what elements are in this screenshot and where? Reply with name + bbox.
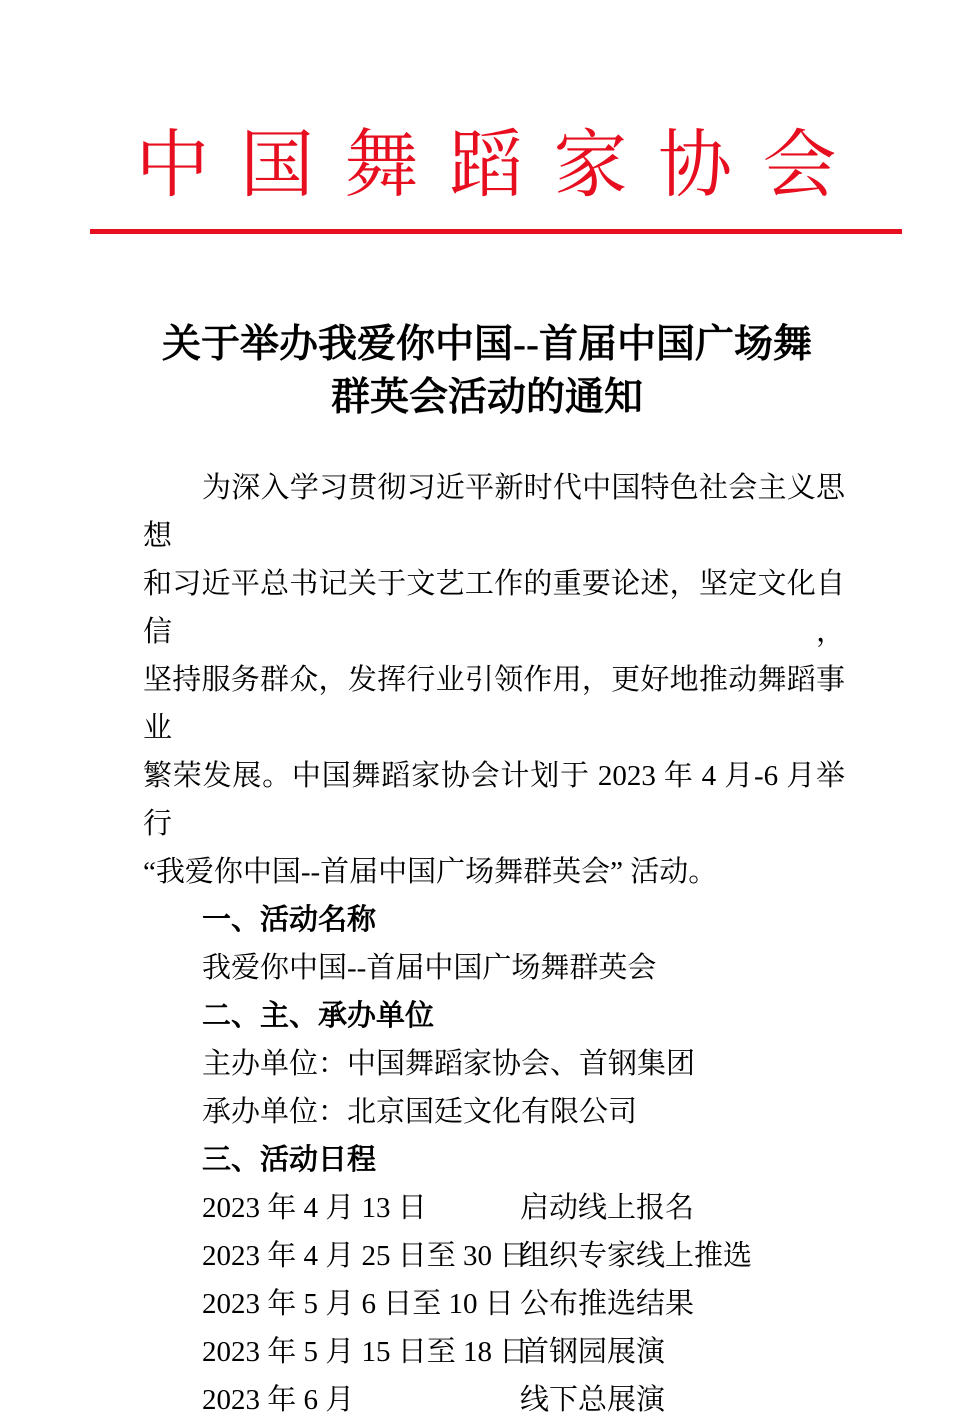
section-schedule — [202, 1136, 845, 1424]
document-title-line-1: 关于举办我爱你中国--首届中国广场舞 — [162, 323, 812, 366]
paragraph-line: 为深入学习贯彻习近平新时代中国特色社会主义思想 — [143, 472, 845, 552]
schedule-event: 公布推选结果 — [520, 1288, 695, 1320]
paragraph-line: 繁荣发展。中国舞蹈家协会计划于 2023 年 4 月-6 月举行 — [143, 760, 845, 840]
schedule-row — [202, 1232, 845, 1280]
document-title-line-2: 群英会活动的通知 — [330, 376, 643, 419]
schedule-date: 2023 年 4 月 25 日至 30 日 — [202, 1240, 529, 1272]
section-heading: 三、活动日程 — [202, 1144, 377, 1176]
schedule-row — [202, 1376, 845, 1424]
section-heading: 一、活动名称 — [202, 904, 377, 936]
schedule-row — [202, 1328, 845, 1376]
schedule-date: 2023 年 5 月 6 日至 10 日 — [202, 1288, 514, 1320]
document-title — [0, 318, 974, 424]
org-name-header: 中 国 舞 蹈 家 协 会 — [135, 125, 839, 207]
paragraph-line: 坚持服务群众，发挥行业引领作用，更好地推动舞蹈事业 — [143, 664, 845, 744]
section-text-line: 主办单位：中国舞蹈家协会、首钢集团 — [202, 1048, 696, 1080]
schedule-event: 启动线上报名 — [520, 1192, 695, 1224]
section-organizers — [202, 992, 845, 1136]
schedule-event: 组织专家线上推选 — [520, 1240, 753, 1272]
section-text-line: 承办单位：北京国廷文化有限公司 — [202, 1096, 638, 1128]
schedule-date: 2023 年 4 月 13 日 — [202, 1192, 427, 1224]
intro-paragraph — [143, 464, 845, 896]
schedule-date: 2023 年 5 月 15 日至 18 日 — [202, 1336, 529, 1368]
section-activity-name — [202, 896, 845, 992]
section-heading: 二、主、承办单位 — [202, 1000, 435, 1032]
paragraph-line: 和习近平总书记关于文艺工作的重要论述，坚定文化自信， — [143, 568, 845, 648]
section-text-line: 我爱你中国--首届中国广场舞群英会 — [202, 952, 657, 984]
schedule-event: 首钢园展演 — [520, 1336, 666, 1368]
paragraph-line: “我爱你中国--首届中国广场舞群英会” 活动。 — [143, 856, 718, 888]
schedule-row — [202, 1280, 845, 1328]
document-body — [143, 464, 845, 1424]
schedule-date: 2023 年 6 月 — [202, 1384, 355, 1416]
schedule-event: 线下总展演 — [520, 1384, 666, 1416]
schedule-row — [202, 1184, 845, 1232]
letterhead-divider-rule — [90, 229, 902, 234]
